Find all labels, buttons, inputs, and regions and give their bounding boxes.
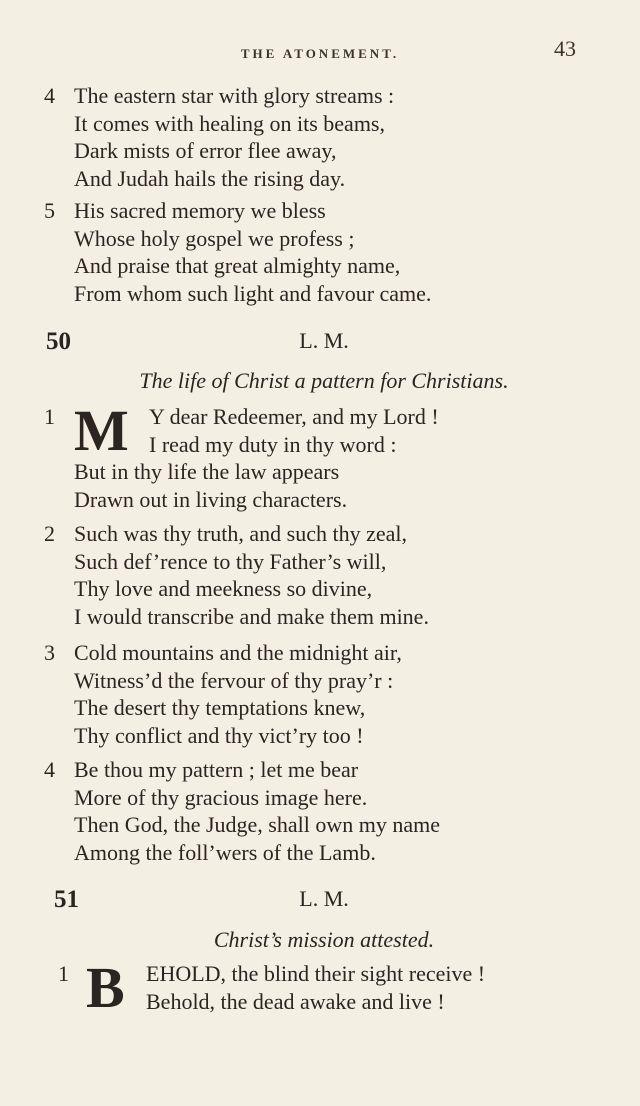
stanza-number: 1	[44, 404, 55, 429]
stanza-number: 4	[44, 757, 55, 782]
verse-line	[44, 82, 604, 110]
verse-text: And Judah hails the rising day.	[74, 165, 346, 191]
verse-text: I read my duty in thy word :	[149, 431, 397, 457]
verse-line	[44, 811, 604, 839]
meter-label: L. M.	[299, 328, 349, 353]
page-number: 43	[554, 36, 576, 61]
stanza-number: 5	[44, 198, 55, 223]
verse-line	[44, 639, 604, 667]
hymn-51-header	[44, 886, 604, 916]
verse-line	[44, 694, 604, 722]
verse-text: Cold mountains and the midnight air,	[74, 640, 402, 665]
verse-text: Then God, the Judge, shall own my name	[74, 812, 440, 837]
verse-text: His sacred memory we bless	[74, 198, 326, 223]
verse-text: Witness’d the fervour of thy pray’r :	[74, 667, 394, 693]
verse-text: From whom such light and favour came.	[74, 280, 432, 306]
verse-text: Y dear Redeemer, and my Lord !	[149, 404, 439, 429]
verse-text: But in thy life the law appears	[74, 459, 340, 484]
hymn-number: 50	[46, 328, 71, 355]
hymn-50-stanza-4	[44, 756, 604, 866]
verse-line	[44, 137, 604, 165]
drop-cap: B	[86, 955, 125, 1020]
stanza-number: 1	[58, 961, 69, 986]
stanza-number: 4	[44, 83, 55, 108]
verse-text: The desert thy temptations knew,	[74, 695, 366, 720]
stanza-number: 2	[44, 521, 55, 546]
verse-line	[44, 225, 604, 253]
verse-text: Drawn out in living characters.	[74, 486, 348, 512]
verse-line	[44, 667, 604, 695]
verse-text: Whose holy gospel we profess ;	[74, 225, 355, 251]
verse-text: EHOLD, the blind their sight receive !	[146, 961, 486, 986]
prev-stanza-4	[44, 82, 604, 192]
verse-line	[44, 575, 604, 603]
verse-line	[44, 458, 604, 486]
hymn-50-stanza-1	[44, 398, 604, 513]
verse-line	[44, 756, 604, 784]
verse-text: Such was thy truth, and such thy zeal,	[74, 521, 407, 546]
verse-line	[44, 988, 604, 1016]
hymn-50-stanza-2	[44, 520, 604, 630]
verse-text: Dark mists of error flee away,	[74, 138, 337, 163]
verse-line	[44, 486, 604, 514]
verse-line	[44, 252, 604, 280]
verse-line	[44, 197, 604, 225]
hymn-51-stanza-1	[44, 955, 604, 1020]
hymn-50-title: The life of Christ a pattern for Christians.	[139, 368, 509, 393]
verse-line	[44, 603, 604, 631]
prev-stanza-5	[44, 197, 604, 307]
running-head: THE ATONEMENT.	[240, 46, 400, 61]
verse-line	[44, 431, 604, 459]
verse-text: And praise that great almighty name,	[74, 253, 401, 278]
stanza-number: 3	[44, 640, 55, 665]
verse-line	[44, 280, 604, 308]
verse-line	[44, 165, 604, 193]
hymn-51-title: Christ’s mission attested.	[213, 927, 435, 952]
verse-line	[44, 110, 604, 138]
verse-text: Behold, the dead awake and live !	[146, 988, 445, 1014]
verse-text: I would transcribe and make them mine.	[74, 603, 429, 629]
verse-text: The eastern star with glory streams :	[74, 83, 395, 108]
verse-line	[44, 548, 604, 576]
verse-text: It comes with healing on its beams,	[74, 110, 385, 136]
hymn-50-stanza-3	[44, 639, 604, 749]
meter-label: L. M.	[299, 886, 349, 911]
verse-text: More of thy gracious image here.	[74, 784, 368, 810]
verse-text: Such def’rence to thy Father’s will,	[74, 548, 387, 574]
hymn-number: 51	[54, 886, 79, 913]
verse-line	[44, 839, 604, 867]
verse-line	[44, 520, 604, 548]
verse-line	[44, 722, 604, 750]
hymn-50-header	[44, 328, 604, 358]
verse-text: Thy love and meekness so divine,	[74, 576, 373, 601]
verse-text: Be thou my pattern ; let me bear	[74, 757, 359, 782]
drop-cap: M	[74, 398, 129, 463]
verse-text: Among the foll’wers of the Lamb.	[74, 839, 376, 865]
verse-line	[44, 784, 604, 812]
verse-text: Thy conflict and thy vict’ry too !	[74, 722, 364, 748]
